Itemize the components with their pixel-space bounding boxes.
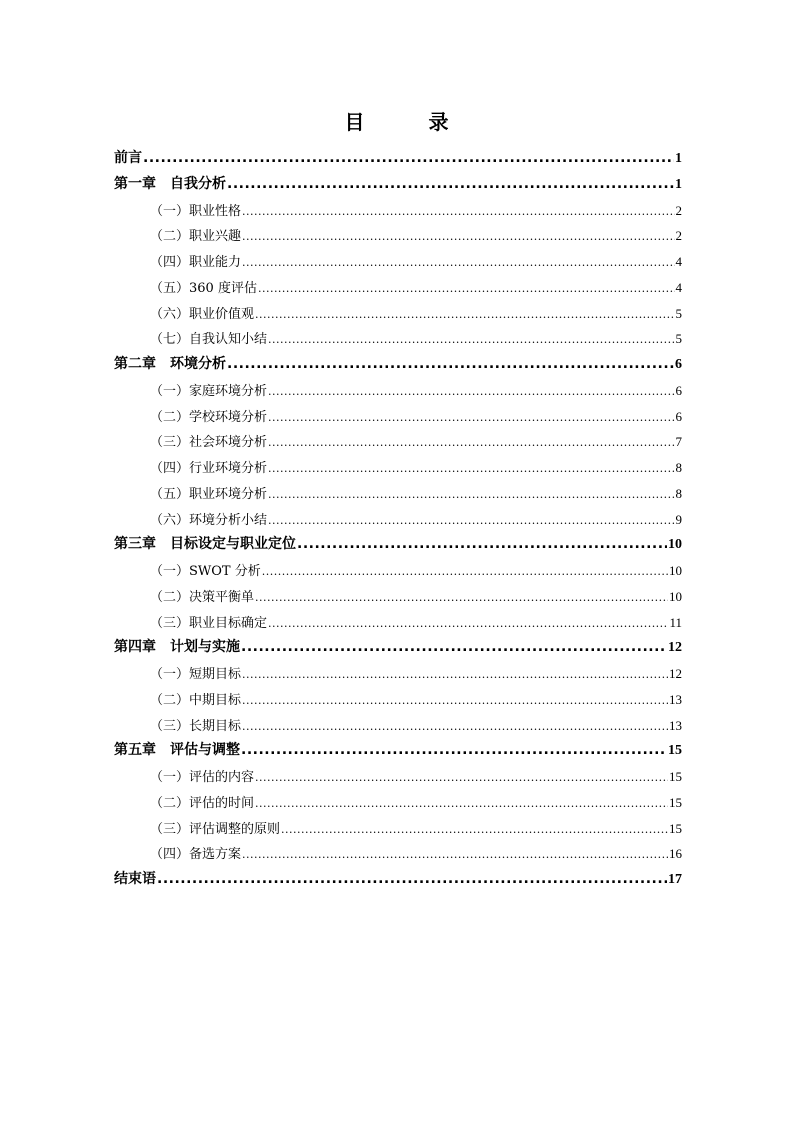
- dot-leader: [262, 559, 668, 585]
- toc-section-entry[interactable]: [114, 275, 682, 301]
- toc-page-number: 8: [675, 485, 682, 501]
- toc-chapter-entry[interactable]: [114, 867, 682, 893]
- dot-leader: [268, 379, 674, 405]
- toc-section-entry[interactable]: [114, 841, 682, 867]
- toc-page-number: 10: [669, 563, 682, 578]
- toc-entry-label: 第四章 计划与实施: [114, 639, 240, 656]
- toc-section-entry[interactable]: [114, 687, 682, 713]
- toc-chapter-entry[interactable]: [114, 352, 682, 378]
- dot-leader: [242, 688, 668, 714]
- toc-page-number: 2: [675, 202, 682, 218]
- dot-leader: [241, 635, 667, 661]
- dot-leader: [268, 456, 674, 482]
- dot-leader: [255, 585, 668, 611]
- toc-section-entry[interactable]: [114, 610, 682, 636]
- toc-entry-label: （三）评估调整的原则: [150, 821, 281, 837]
- toc-page-number: 15: [669, 769, 682, 784]
- toc-page-number: 8: [675, 460, 682, 475]
- dot-leader: [255, 791, 668, 817]
- toc-entry-label: 第五章 评估与调整: [114, 742, 240, 759]
- toc-entry-label: （五）360 度评估: [150, 280, 257, 296]
- toc-page-number: 9: [675, 511, 682, 527]
- toc-page-number: 10: [668, 537, 682, 553]
- toc-chapter-entry[interactable]: [114, 635, 682, 661]
- toc-page-number: 2: [675, 228, 682, 244]
- toc-section-entry[interactable]: [114, 249, 682, 275]
- toc-section-entry[interactable]: [114, 661, 682, 687]
- toc-section-entry[interactable]: [114, 481, 682, 507]
- toc-entry-label: （六）环境分析小结: [150, 512, 268, 528]
- toc-page-number: 11: [669, 614, 682, 630]
- dot-leader: [268, 327, 674, 353]
- dot-leader: [143, 146, 674, 172]
- toc-entry-label: （一）评估的内容: [150, 770, 255, 785]
- dot-leader: [297, 532, 667, 558]
- toc-section-entry[interactable]: [114, 326, 682, 352]
- toc-entry-label: （七）自我认知小结: [150, 332, 268, 348]
- toc-page-number: 6: [675, 382, 682, 398]
- toc-section-entry[interactable]: [114, 455, 682, 481]
- toc-section-entry[interactable]: [114, 507, 682, 533]
- toc-chapter-entry[interactable]: [114, 532, 682, 558]
- dot-leader: [242, 662, 668, 688]
- toc-chapter-entry[interactable]: [114, 146, 682, 172]
- toc-section-entry[interactable]: [114, 790, 682, 816]
- dot-leader: [268, 430, 674, 456]
- toc-entry-label: （二）学校环境分析: [150, 409, 268, 425]
- toc-entry-label: （三）长期目标: [150, 718, 242, 734]
- toc-chapter-entry[interactable]: [114, 738, 682, 764]
- toc-page-number: 6: [675, 408, 682, 424]
- dot-leader: [242, 199, 674, 225]
- toc-entry-label: （五）职业环境分析: [150, 486, 268, 502]
- dot-leader: [157, 867, 667, 893]
- toc-entry-label: （二）职业兴趣: [150, 229, 242, 245]
- toc-page-number: 16: [669, 846, 682, 862]
- toc-section-entry[interactable]: [114, 301, 682, 327]
- toc-entry-label: （四）职业能力: [150, 255, 242, 270]
- toc-entry-label: （一）职业性格: [150, 203, 242, 219]
- toc-entry-label: （一）SWOT 分析: [150, 564, 261, 579]
- toc-entry-label: （四）备选方案: [150, 847, 242, 863]
- toc-section-entry[interactable]: [114, 404, 682, 430]
- toc-page-number: 1: [675, 151, 682, 166]
- toc-page-number: 15: [669, 794, 682, 810]
- dot-leader: [242, 714, 668, 740]
- dot-leader: [255, 302, 674, 328]
- toc-entry-label: （一）短期目标: [150, 667, 242, 682]
- dot-leader: [258, 276, 675, 302]
- toc-section-entry[interactable]: [114, 198, 682, 224]
- toc-page-number: 12: [669, 666, 682, 681]
- dot-leader: [268, 482, 674, 508]
- toc-page-number: 1: [675, 176, 682, 192]
- dot-leader: [255, 765, 668, 791]
- toc-section-entry[interactable]: [114, 558, 682, 584]
- dot-leader: [281, 817, 668, 843]
- toc-page-number: 5: [675, 331, 682, 347]
- toc-section-entry[interactable]: [114, 429, 682, 455]
- dot-leader: [242, 842, 668, 868]
- toc-entry-label: （六）职业价值观: [150, 306, 255, 322]
- toc-entry-label: （三）职业目标确定: [150, 615, 268, 631]
- dot-leader: [241, 738, 667, 764]
- toc-title: 目 录: [344, 110, 471, 134]
- toc-entry-label: （二）决策平衡单: [150, 589, 255, 605]
- toc-page-number: 12: [668, 640, 682, 656]
- toc-section-entry[interactable]: [114, 584, 682, 610]
- toc-chapter-entry[interactable]: [114, 172, 682, 198]
- toc-page-number: 10: [669, 588, 682, 604]
- toc-entry-label: （二）中期目标: [150, 692, 242, 708]
- toc-entry-label: （二）评估的时间: [150, 795, 255, 811]
- toc-entry-label: 第一章 自我分析: [114, 175, 226, 192]
- toc-page-number: 6: [675, 357, 682, 372]
- toc-section-entry[interactable]: [114, 764, 682, 790]
- dot-leader: [227, 352, 674, 378]
- toc-page-number: 13: [669, 691, 682, 707]
- toc-page-number: 15: [669, 820, 682, 836]
- toc-section-entry[interactable]: [114, 816, 682, 842]
- toc-page-number: 17: [668, 872, 682, 887]
- dot-leader: [227, 172, 674, 198]
- toc-page-number: 13: [669, 717, 682, 733]
- toc-entry-label: （三）社会环境分析: [150, 435, 268, 451]
- toc-page-number: 7: [675, 434, 682, 450]
- table-of-contents: [114, 146, 682, 893]
- dot-leader: [268, 405, 674, 431]
- toc-section-entry[interactable]: [114, 378, 682, 404]
- toc-page-number: 5: [675, 305, 682, 321]
- toc-page-number: 4: [675, 279, 682, 295]
- toc-page-number: 15: [668, 743, 682, 759]
- toc-entry-label: 第三章 目标设定与职业定位: [114, 536, 296, 553]
- toc-entry-label: 第二章 环境分析: [114, 356, 226, 372]
- toc-section-entry[interactable]: [114, 223, 682, 249]
- toc-entry-label: 结束语: [114, 871, 156, 887]
- dot-leader: [268, 611, 668, 637]
- toc-entry-label: （一）家庭环境分析: [150, 383, 268, 399]
- toc-section-entry[interactable]: [114, 713, 682, 739]
- toc-entry-label: 前言: [114, 150, 142, 166]
- dot-leader: [242, 224, 674, 250]
- toc-page-number: 4: [675, 254, 682, 269]
- dot-leader: [242, 250, 674, 276]
- dot-leader: [268, 508, 674, 534]
- toc-entry-label: （四）行业环境分析: [150, 461, 268, 476]
